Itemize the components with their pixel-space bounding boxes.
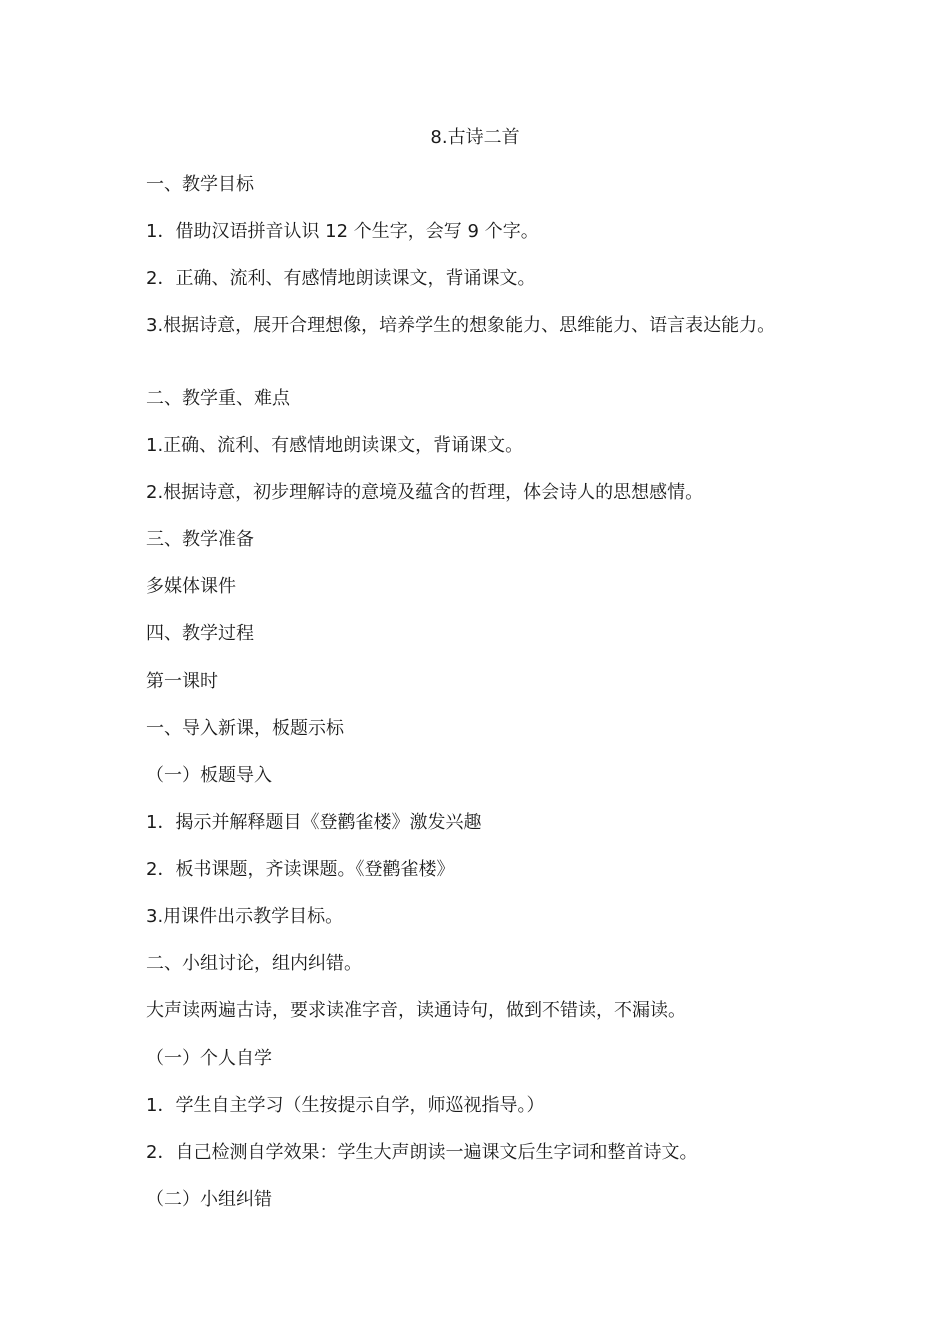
preparation-text: 多媒体课件 <box>146 576 236 597</box>
sub-step-heading-group-correction: （二）小组纠错 <box>146 1189 272 1210</box>
self-study-item-1: 1．学生自主学习（生按提示自学，师巡视指导。） <box>146 1095 545 1116</box>
step-heading-intro: 一、导入新课，板题示标 <box>146 718 344 739</box>
goal-item-1: 1．借助汉语拼音认识 12 个生字，会写 9 个字。 <box>146 221 539 242</box>
section-heading-process: 四、教学过程 <box>146 623 254 644</box>
intro-item-3: 3.用课件出示教学目标。 <box>146 906 344 927</box>
step-heading-discussion: 二、小组讨论，组内纠错。 <box>146 953 362 974</box>
self-study-item-2: 2．自己检测自学效果：学生大声朗读一遍课文后生字词和整首诗文。 <box>146 1142 698 1163</box>
document-title: 8.古诗二首 <box>430 127 520 148</box>
discussion-instruction: 大声读两遍古诗，要求读准字音，读通诗句，做到不错读，不漏读。 <box>146 1000 686 1021</box>
goal-item-3: 3.根据诗意，展开合理想像，培养学生的想象能力、思维能力、语言表达能力。 <box>146 315 776 336</box>
intro-item-1: 1．揭示并解释题目《登鹳雀楼》激发兴趣 <box>146 812 482 833</box>
key-point-item-2: 2.根据诗意，初步理解诗的意境及蕴含的哲理，体会诗人的思想感情。 <box>146 482 704 503</box>
sub-step-heading-self-study: （一）个人自学 <box>146 1048 272 1069</box>
intro-item-2: 2．板书课题，齐读课题。《登鹳雀楼》 <box>146 859 455 880</box>
section-heading-teaching-goals: 一、教学目标 <box>146 174 254 195</box>
section-heading-key-points: 二、教学重、难点 <box>146 388 290 409</box>
key-point-item-1: 1.正确、流利、有感情地朗读课文，背诵课文。 <box>146 435 524 456</box>
section-heading-preparation: 三、教学准备 <box>146 529 254 550</box>
lesson-label: 第一课时 <box>146 671 218 692</box>
goal-item-2: 2．正确、流利、有感情地朗读课文，背诵课文。 <box>146 268 536 289</box>
sub-step-heading-intro: （一）板题导入 <box>146 765 272 786</box>
